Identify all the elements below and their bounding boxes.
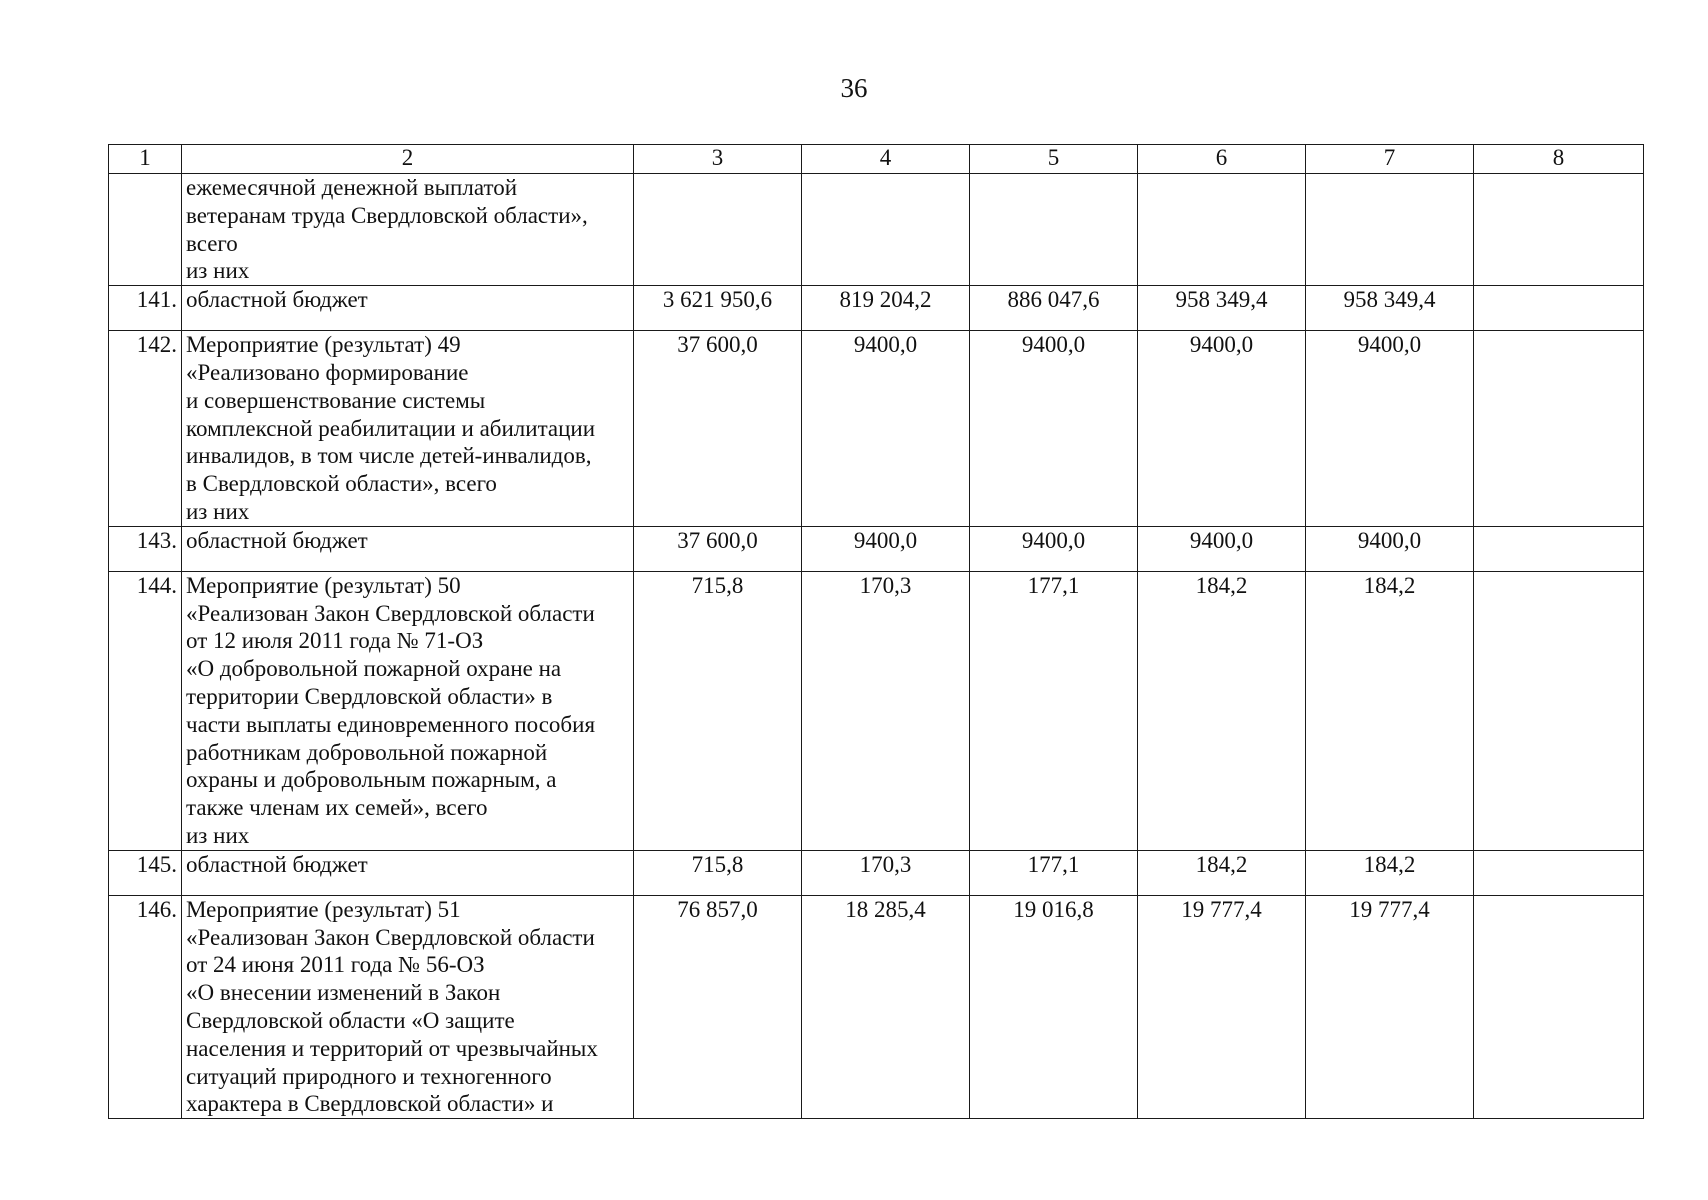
description-line: комплексной реабилитации и абилитации [186,415,596,441]
row-description [182,174,634,286]
value-cell-col-4: 9400,0 [802,331,970,527]
description-line: ветеранам труда Свердловской области», [186,202,588,228]
description-line: «Реализован Закон Свердловской области [186,924,595,950]
description-line: территории Свердловской области» в [186,683,553,709]
description-line: инвалидов, в том числе детей-инвалидов, [186,443,592,469]
value-cell-col-6: 184,2 [1138,571,1306,850]
description-line: от 24 июня 2011 года № 56-ОЗ [186,952,485,978]
description-line: и совершенствование системы [186,387,486,413]
description-line: в Свердловской области», всего [186,471,497,497]
description-line: областной бюджет [186,527,368,553]
description-line: «О добровольной пожарной охране на [186,656,562,682]
column-header: 1 [109,145,182,174]
value-cell-col-3: 3 621 950,6 [634,286,802,331]
value-cell-col-7: 9400,0 [1306,331,1474,527]
value-cell-col-4: 9400,0 [802,526,970,571]
column-header: 5 [970,145,1138,174]
table-row [109,286,1644,331]
description-line: всего [186,230,238,256]
value-cell-col-6: 9400,0 [1138,526,1306,571]
column-header: 7 [1306,145,1474,174]
value-cell-col-5: 9400,0 [970,331,1138,527]
header-row [109,145,1644,174]
description-line: из них [186,498,250,524]
description-line: от 12 июля 2011 года № 71-ОЗ [186,628,484,654]
row-description [182,895,634,1118]
value-cell-col-6 [1138,174,1306,286]
description-line: Мероприятие (результат) 50 [186,572,461,598]
value-cell-col-6: 184,2 [1138,850,1306,895]
table-row [109,174,1644,286]
value-cell-col-6: 9400,0 [1138,331,1306,527]
value-cell-col-7: 19 777,4 [1306,895,1474,1118]
value-cell-col-4: 819 204,2 [802,286,970,331]
table-row [109,331,1644,527]
column-header: 3 [634,145,802,174]
value-cell-col-3: 37 600,0 [634,331,802,527]
value-cell-col-3: 715,8 [634,571,802,850]
value-cell-col-3: 76 857,0 [634,895,802,1118]
row-number: 144. [109,571,182,850]
table-body [109,174,1644,1119]
description-line: характера в Свердловской области» и [186,1091,554,1117]
value-cell-col-6: 19 777,4 [1138,895,1306,1118]
row-description [182,850,634,895]
description-line: Мероприятие (результат) 51 [186,896,461,922]
description-line: Свердловской области «О защите [186,1007,515,1033]
column-header: 8 [1474,145,1644,174]
description-line: из них [186,822,250,848]
row-description [182,571,634,850]
value-cell-col-5 [970,174,1138,286]
table-row [109,895,1644,1118]
row-number [109,174,182,286]
value-cell-col-8 [1474,286,1644,331]
value-cell-col-5: 19 016,8 [970,895,1138,1118]
value-cell-col-5: 177,1 [970,571,1138,850]
value-cell-col-7: 958 349,4 [1306,286,1474,331]
value-cell-col-8 [1474,331,1644,527]
value-cell-col-5: 886 047,6 [970,286,1138,331]
value-cell-col-7: 184,2 [1306,850,1474,895]
value-cell-col-7: 9400,0 [1306,526,1474,571]
value-cell-col-4: 18 285,4 [802,895,970,1118]
row-number: 146. [109,895,182,1118]
value-cell-col-4: 170,3 [802,571,970,850]
table-row [109,571,1644,850]
description-line: «О внесении изменений в Закон [186,980,501,1006]
value-cell-col-3: 715,8 [634,850,802,895]
value-cell-col-4 [802,174,970,286]
value-cell-col-8 [1474,850,1644,895]
description-line: «Реализован Закон Свердловской области [186,600,595,626]
budget-table [108,144,1644,1119]
value-cell-col-8 [1474,174,1644,286]
row-number: 142. [109,331,182,527]
row-description [182,526,634,571]
description-line: из них [186,258,250,284]
value-cell-col-7: 184,2 [1306,571,1474,850]
column-header: 4 [802,145,970,174]
description-line: охраны и добровольным пожарным, а [186,767,557,793]
description-line: областной бюджет [186,287,368,313]
description-line: областной бюджет [186,851,368,877]
row-number: 141. [109,286,182,331]
description-line: работникам добровольной пожарной [186,739,548,765]
description-line: населения и территорий от чрезвычайных [186,1035,598,1061]
table-row [109,850,1644,895]
value-cell-col-8 [1474,571,1644,850]
value-cell-col-3 [634,174,802,286]
value-cell-col-5: 9400,0 [970,526,1138,571]
row-number: 143. [109,526,182,571]
value-cell-col-8 [1474,895,1644,1118]
description-line: ситуаций природного и техногенного [186,1063,552,1089]
description-line: Мероприятие (результат) 49 [186,332,461,358]
description-line: также членам их семей», всего [186,795,488,821]
page-number: 36 [840,73,868,103]
value-cell-col-3: 37 600,0 [634,526,802,571]
column-header: 6 [1138,145,1306,174]
value-cell-col-4: 170,3 [802,850,970,895]
description-line: «Реализовано формирование [186,359,469,385]
description-line: ежемесячной денежной выплатой [186,175,518,200]
description-line: части выплаты единовременного пособия [186,711,596,737]
value-cell-col-7 [1306,174,1474,286]
column-header: 2 [182,145,634,174]
value-cell-col-6: 958 349,4 [1138,286,1306,331]
row-description [182,331,634,527]
value-cell-col-8 [1474,526,1644,571]
row-description [182,286,634,331]
table-row [109,526,1644,571]
value-cell-col-5: 177,1 [970,850,1138,895]
row-number: 145. [109,850,182,895]
